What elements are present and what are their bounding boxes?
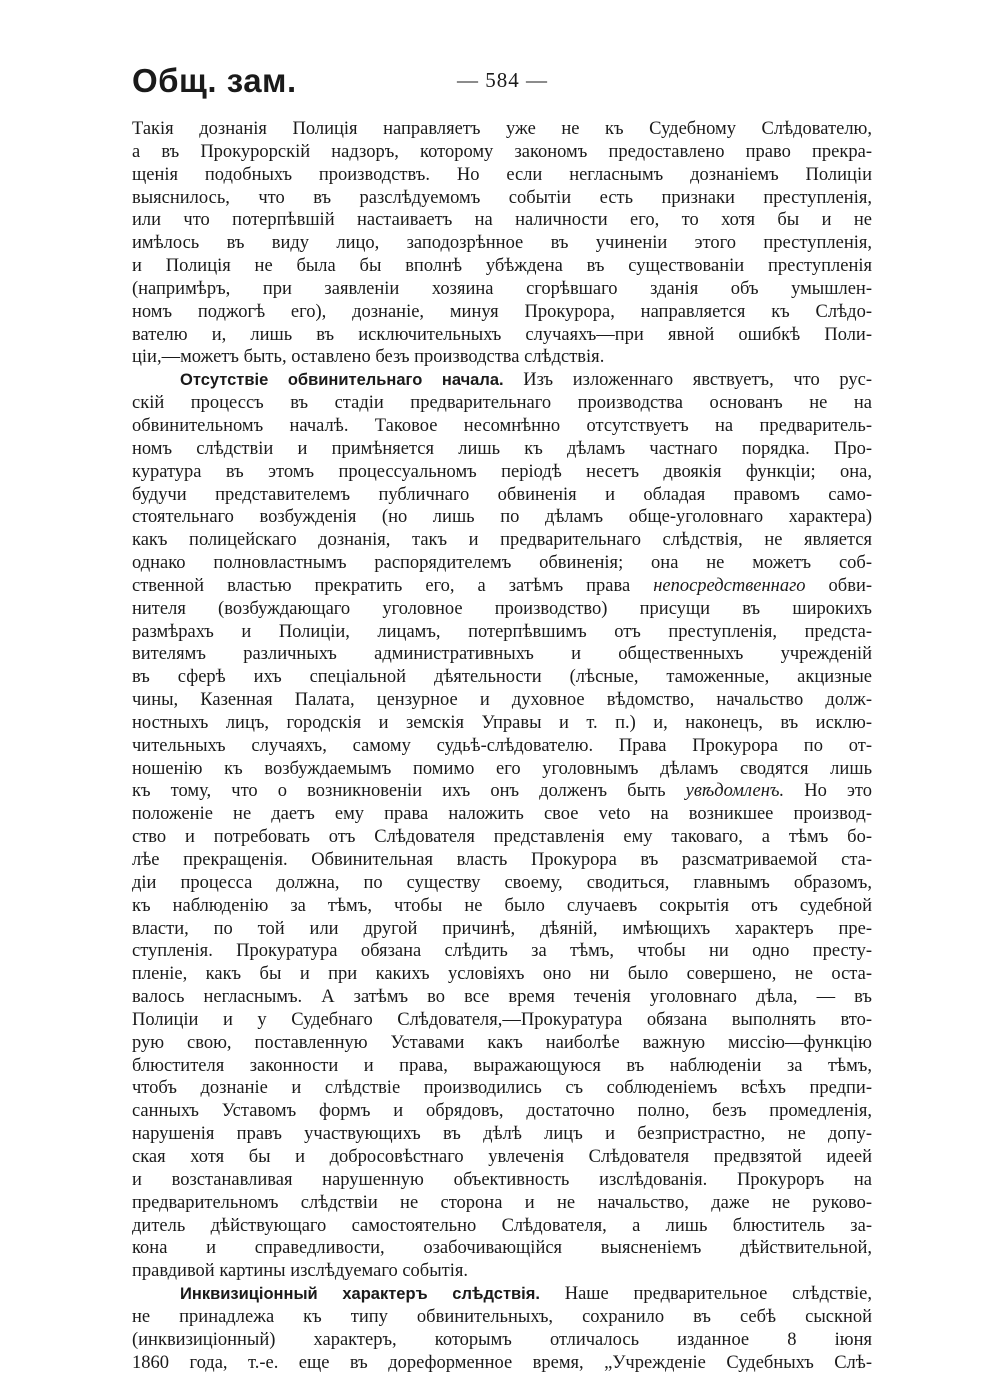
text-line: и Полиція не была бы вполнѣ убѣждена въ существованіи преступленія bbox=[132, 256, 872, 277]
text-line: нарушенія правъ участвующихъ въ дѣлѣ лицъ и безпристрастно, не допу- bbox=[132, 1124, 872, 1145]
text-run: Но это bbox=[804, 781, 872, 802]
text-line: размѣрахъ и Полиціи, лицамъ, потерпѣвшимъ отъ преступленія, предста- bbox=[132, 621, 872, 642]
text-line bbox=[132, 1283, 872, 1306]
text-line: ская хотя бы и добросовѣстнаго увлеченія Слѣдователя предвзятой идеей bbox=[132, 1146, 872, 1167]
page-header bbox=[132, 60, 872, 110]
text-line: 1860 года, т.-е. еще въ дореформенное время, „Учрежденіе Судебныхъ Слѣ- bbox=[132, 1352, 872, 1373]
text-line: вителямъ различныхъ административныхъ и общественныхъ учрежденій bbox=[132, 644, 872, 665]
paragraph-1 bbox=[132, 118, 872, 369]
paragraph-2 bbox=[132, 369, 872, 1283]
text-line: чительныхъ случаяхъ, самому судьѣ-слѣдователю. Права Прокурора по от- bbox=[132, 735, 872, 756]
text-line bbox=[132, 369, 872, 392]
text-line: и возстанавливая нарушенную объективность изслѣдованія. Прокуроръ на bbox=[132, 1169, 872, 1190]
text-line: а въ Прокурорскій надзоръ, которому закономъ предоставлено право прекра- bbox=[132, 141, 872, 162]
text-line: ношенію къ возбуждаемымъ помимо его уголовнымъ дѣламъ сводятся лишь bbox=[132, 758, 872, 779]
text-line: ступленія. Прокуратура обязана слѣдить за тѣмъ, чтобы ни одно престу- bbox=[132, 941, 872, 962]
text-line: Полиціи и у Судебнаго Слѣдователя,—Прокуратура обязана выполнять вто- bbox=[132, 1009, 872, 1030]
text-line: какъ полицейскаго дознанія, такъ и предварительнаго слѣдствія, не является bbox=[132, 530, 872, 551]
text-line: ціи,—можетъ быть, оставлено безъ производства слѣдствія. bbox=[132, 347, 605, 368]
text-line: номъ слѣдствіи и примѣняется лишь къ дѣламъ частнаго порядка. Про- bbox=[132, 438, 872, 459]
text-line: чины, Казенная Палата, цензурное и духовное вѣдомство, начальство долж- bbox=[132, 690, 872, 711]
text-line: скій процессъ въ стадіи предварительнаго производства основанъ не на bbox=[132, 393, 872, 414]
text-line: блюстителя законности и права, выражающуюся въ наблюденіи за тѣмъ, bbox=[132, 1055, 872, 1076]
text-line: Такія дознанія Полиція направляетъ уже не къ Судебному Слѣдователю, bbox=[132, 119, 872, 139]
emphasis-text: увѣдомленъ. bbox=[685, 781, 785, 802]
page-body bbox=[132, 118, 872, 1374]
text-line: обвинительномъ началѣ. Таковое несомнѣнно отсутствуетъ на предваритель- bbox=[132, 415, 872, 436]
text-line: ностныхъ лицъ, городскія и земскія Управы и т. п.) и, наконецъ, въ исклю- bbox=[132, 712, 872, 733]
text-line: выяснилось, что въ разслѣдуемомъ событіи есть признаки преступленія, bbox=[132, 187, 872, 208]
text-line: пленіе, какъ бы и при какихъ условіяхъ оно ни было совершено, не оста- bbox=[132, 964, 872, 985]
text-line: не принадлежа къ типу обвинительныхъ, сохранило въ себѣ сыскной bbox=[132, 1306, 872, 1327]
text-line: чтобъ дознаніе и слѣдствіе производились съ соблюденіемъ всѣхъ предпи- bbox=[132, 1078, 872, 1099]
rubric-heading: Отсутствіе обвинительнаго начала. bbox=[180, 371, 504, 390]
text-line: правдивой картины изслѣдуемаго событія. bbox=[132, 1261, 468, 1282]
page-number: — 584 — bbox=[457, 68, 548, 92]
text-line: однако полновластнымъ распорядителемъ обвиненія; она не можетъ соб- bbox=[132, 553, 872, 574]
text-line: дитель дѣйствующаго самостоятельно Слѣдователя, а лишь блюститель за- bbox=[132, 1215, 872, 1236]
text-line: кона и справедливости, озабочивающійся выясненіемъ дѣйствительной, bbox=[132, 1238, 872, 1259]
text-line: положеніе не даетъ ему права наложить свое veto на возникшее производ- bbox=[132, 804, 872, 825]
paragraph-3 bbox=[132, 1283, 872, 1374]
text-line: діи процесса должна, по существу своему, сводиться, главнымъ образомъ, bbox=[132, 872, 872, 893]
text-run: къ тому, что о возникновеніи ихъ онъ долженъ быть bbox=[132, 781, 666, 802]
text-line: будучи представителемъ публичнаго обвиненія и обладая правомъ само- bbox=[132, 484, 872, 505]
text-run: ственной властью прекратить его, а затѣмъ права bbox=[132, 575, 631, 596]
text-line: къ наблюденію за тѣмъ, чтобы не было случаевъ сокрытія отъ судебной bbox=[132, 895, 872, 916]
text-line: номъ поджогѣ его), дознаніе, минуя Прокурора, направляется къ Слѣдо- bbox=[132, 301, 872, 322]
text-run: Изъ изложеннаго явствуетъ, что рус- bbox=[523, 370, 872, 391]
text-run: обви- bbox=[828, 575, 872, 596]
text-line bbox=[132, 575, 872, 598]
text-line bbox=[132, 780, 872, 803]
text-line: валось негласнымъ. А затѣмъ во все время теченія уголовнаго дѣла, — въ bbox=[132, 987, 872, 1008]
section-label: Общ. зам. bbox=[132, 62, 297, 99]
text-line: лѣе прекращенія. Обвинительная власть Прокурора въ разсматриваемой ста- bbox=[132, 850, 872, 870]
text-line: вателю и, лишь въ исключительныхъ случаяхъ—при явной ошибкѣ Поли- bbox=[132, 324, 872, 345]
text-line: (напримѣръ, при заявленіи хозяина сгорѣвшаго зданія объ умышлен- bbox=[132, 278, 872, 299]
text-line: санныхъ Уставомъ формъ и обрядовъ, достаточно полно, безъ промедленія, bbox=[132, 1101, 872, 1122]
rubric-heading: Инквизиціонный характеръ слѣдствія. bbox=[180, 1285, 540, 1304]
text-run: Наше предварительное слѣдствіе, bbox=[564, 1284, 872, 1305]
text-line: рую свою, поставленную Уставами какъ наиболѣе важную миссію—функцію bbox=[132, 1032, 872, 1053]
emphasis-text: непосредственнаго bbox=[653, 575, 806, 596]
text-line: ство и потребовать отъ Слѣдователя представленія ему таковаго, а тѣмъ бо- bbox=[132, 827, 872, 848]
text-line: стоятельнаго возбужденія (но лишь по дѣламъ обще-уголовнаго характера) bbox=[132, 507, 872, 528]
text-line: предварительномъ слѣдствіи не сторона и не начальство, даже не руково- bbox=[132, 1192, 872, 1213]
text-line: щенія подобныхъ производствъ. Но если негласнымъ дознаніемъ Полиціи bbox=[132, 164, 872, 185]
text-line: (инквизиціонный) характеръ, которымъ отличалось изданное 8 іюня bbox=[132, 1329, 872, 1350]
text-line: или что потерпѣвшій настаиваетъ на наличности его, то хотя бы и не bbox=[132, 210, 872, 231]
text-line: власти, по той или другой причинѣ, дѣяній, имѣющихъ характеръ пре- bbox=[132, 918, 872, 939]
text-line: имѣлось въ виду лицо, заподозрѣнное въ учиненіи этого преступленія, bbox=[132, 233, 872, 254]
text-line: въ сферѣ ихъ спеціальной дѣятельности (лѣсные, таможенные, акцизные bbox=[132, 667, 872, 688]
text-line: нителя (возбуждающаго уголовное производство) присущи въ широкихъ bbox=[132, 598, 872, 619]
text-line: куратура въ этомъ процессуальномъ періодѣ несетъ двоякія функціи; она, bbox=[132, 461, 872, 482]
